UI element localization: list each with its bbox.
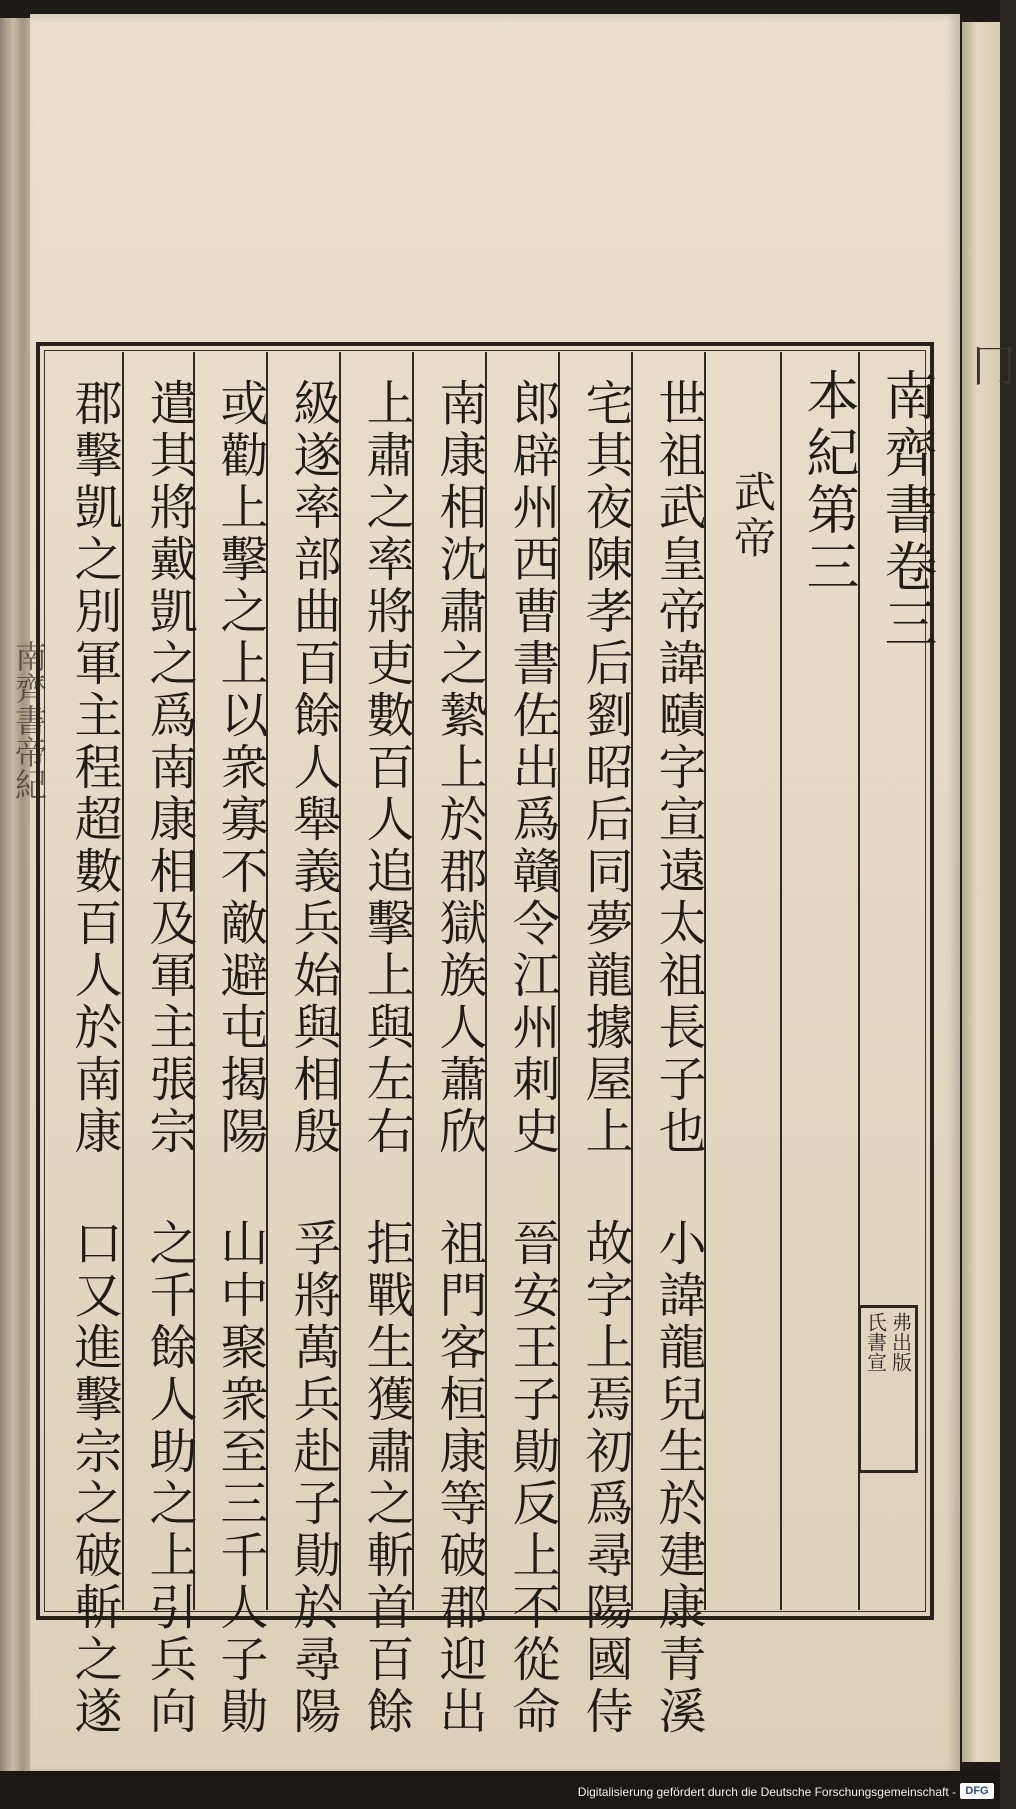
text-column-7: 或勸上擊之上以衆寡不敵避屯揭陽 山中聚衆至三千人子勛 [212,378,268,1738]
seal-line-2: 氏書宣 [863,1312,888,1372]
text-column-4: 南康相沈肅之縶上於郡獄族人蕭欣 祖門客桓康等破郡迎出 [431,378,487,1738]
text-column-5: 上肅之率將吏數百人追擊上與左右 拒戰生獲肅之斬首百餘 [358,378,414,1738]
text-column-3: 郎辟州西曹書佐出爲贛令江州刺史 晉安王子勛反上不從命 [504,378,560,1738]
chapter-title: 本紀第三 [798,368,859,596]
text-column-6: 級遂率部曲百餘人舉義兵始與相殷 孚將萬兵赴子勛於尋陽 [285,378,341,1738]
next-page-edge [962,22,1000,1762]
library-seal-stamp [858,1305,918,1473]
text-column-1: 世祖武皇帝諱賾字宣遠太祖長子也 小諱龍兒生於建康青溪 [650,378,706,1738]
emperor-title: 武帝 [728,470,777,562]
book-title: 南齊書卷三 [876,368,937,653]
footer-credit: Digitalisierung gefördert durch die Deutsche Forschungsgemeinschaft - [577,1785,956,1799]
text-column-2: 宅其夜陳孝后劉昭后同夢龍據屋上 故字上焉初爲尋陽國侍 [577,378,633,1738]
dfg-logo[interactable]: DFG [960,1783,994,1799]
text-column-8: 遣其將戴凱之爲南康相及軍主張宗 之千餘人助之上引兵向 [141,378,197,1738]
next-page-glyph: 冂 [972,341,1016,392]
left-margin-label: 南齊書帝紀 [10,640,48,800]
text-column-9: 郡擊凱之別軍主程超數百人於南康 口又進擊宗之破斬之遂 [66,378,122,1738]
seal-line-1: 弗出版 [888,1312,913,1372]
